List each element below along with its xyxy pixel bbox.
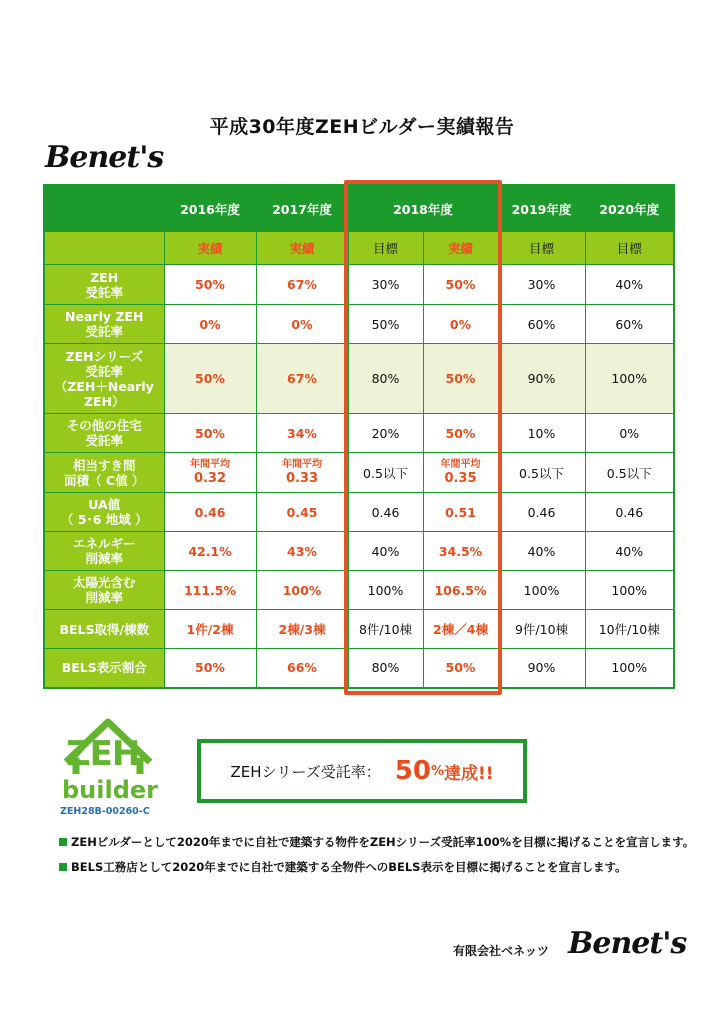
table-cell: 20% bbox=[348, 414, 423, 453]
subheader-cell: 実績 bbox=[423, 232, 498, 265]
table-row bbox=[44, 265, 674, 305]
row-label: Nearly ZEH 受託率 bbox=[44, 305, 164, 344]
table-cell: 0.46 bbox=[498, 493, 585, 532]
cell-value: 0.32 bbox=[193, 470, 227, 486]
table-row bbox=[44, 532, 674, 571]
table-cell: 100% bbox=[348, 571, 423, 610]
table-cell: 9件/10棟 bbox=[498, 610, 585, 649]
table-cell: 30% bbox=[348, 265, 423, 305]
row-label: エネルギー 削減率 bbox=[44, 532, 164, 571]
table-cell: 50% bbox=[423, 649, 498, 688]
table-cell: 0.5以下 bbox=[585, 453, 674, 493]
header-year: 2016年度 bbox=[164, 185, 256, 232]
row-label: BELS表示割合 bbox=[44, 649, 164, 688]
table-cell: 80% bbox=[348, 649, 423, 688]
declaration-text: ZEHビルダーとして2020年までに自社で建築する物件をZEHシリーズ受託率100%を目標に掲げることを宣言します。 bbox=[71, 835, 695, 849]
table-cell: 100% bbox=[585, 571, 674, 610]
table-cell: 50% bbox=[164, 265, 256, 305]
cell-value: 0.33 bbox=[285, 470, 319, 486]
table-row bbox=[44, 305, 674, 344]
table-cell: 100% bbox=[585, 649, 674, 688]
header-corner bbox=[44, 185, 164, 232]
cell-value: 0.35 bbox=[444, 470, 477, 486]
table-cell: 0.5以下 bbox=[348, 453, 423, 493]
table-cell: 0% bbox=[164, 305, 256, 344]
subheader-cell: 目標 bbox=[498, 232, 585, 265]
benets-logo-bottom: Benet's bbox=[568, 926, 687, 961]
square-bullet-icon bbox=[59, 863, 67, 871]
zeh-builder-text: builder bbox=[62, 776, 159, 804]
header-year: 2018年度 bbox=[348, 185, 498, 232]
table-cell: 40% bbox=[498, 532, 585, 571]
company-name: 有限会社ベネッツ bbox=[453, 944, 550, 958]
header-year: 2020年度 bbox=[585, 185, 674, 232]
table-cell: 67% bbox=[256, 344, 348, 414]
table-row bbox=[44, 414, 674, 453]
row-label: 太陽光含む 削減率 bbox=[44, 571, 164, 610]
row-label: UA値 （ 5･6 地域 ） bbox=[44, 493, 164, 532]
table-cell: 66% bbox=[256, 649, 348, 688]
table-cell: 40% bbox=[585, 265, 674, 305]
table-cell: 8件/10棟 bbox=[348, 610, 423, 649]
table-cell: 42.1% bbox=[164, 532, 256, 571]
table-cell: 0.51 bbox=[423, 493, 498, 532]
table-cell: 106.5% bbox=[423, 571, 498, 610]
row-label: ZEHシリーズ 受託率 （ZEH＋Nearly ZEH） bbox=[44, 344, 164, 414]
table-cell: 60% bbox=[498, 305, 585, 344]
table-row bbox=[44, 610, 674, 649]
table-cell bbox=[164, 453, 256, 493]
declaration-item bbox=[59, 859, 699, 875]
row-label: ZEH 受託率 bbox=[44, 265, 164, 305]
table-cell: 34% bbox=[256, 414, 348, 453]
cell-prefix: 年間平均 bbox=[190, 458, 230, 470]
table-cell: 0.46 bbox=[164, 493, 256, 532]
subheader-cell: 実績 bbox=[256, 232, 348, 265]
table-cell: 2棟／4棟 bbox=[423, 610, 498, 649]
table-cell: 50% bbox=[164, 649, 256, 688]
table-cell: 50% bbox=[164, 344, 256, 414]
table-cell: 0% bbox=[585, 414, 674, 453]
table-cell: 0% bbox=[423, 305, 498, 344]
table-cell: 60% bbox=[585, 305, 674, 344]
table-cell: 111.5% bbox=[164, 571, 256, 610]
table-cell: 0.46 bbox=[585, 493, 674, 532]
achievement-box bbox=[197, 739, 527, 803]
table-cell: 50% bbox=[164, 414, 256, 453]
table-cell: 50% bbox=[348, 305, 423, 344]
table-cell: 100% bbox=[498, 571, 585, 610]
table-body bbox=[44, 265, 674, 688]
declaration-text: BELS工務店として2020年までに自社で建築する全物件へのBELS表示を目標に掲げることを宣言します。 bbox=[71, 860, 627, 874]
achievement-unit: % bbox=[430, 763, 444, 779]
table-cell: 0.5以下 bbox=[498, 453, 585, 493]
page-title: 平成30年度ZEHビルダー実績報告 bbox=[209, 116, 515, 138]
table-cell: 90% bbox=[498, 344, 585, 414]
row-label: その他の住宅 受託率 bbox=[44, 414, 164, 453]
subheader-cell: 実績 bbox=[164, 232, 256, 265]
square-bullet-icon bbox=[59, 838, 67, 846]
zeh-registration-code: ZEH28B-00260-C bbox=[60, 806, 150, 817]
table-cell: 0.45 bbox=[256, 493, 348, 532]
subheader-cell: 目標 bbox=[348, 232, 423, 265]
table-cell: 2棟/3棟 bbox=[256, 610, 348, 649]
table-cell: 0.46 bbox=[348, 493, 423, 532]
row-label: BELS取得/棟数 bbox=[44, 610, 164, 649]
table-cell: 50% bbox=[423, 414, 498, 453]
subheader-cell: 目標 bbox=[585, 232, 674, 265]
achievement-suffix: 達成!! bbox=[444, 763, 494, 784]
table-row bbox=[44, 344, 674, 414]
table-cell: 40% bbox=[348, 532, 423, 571]
benets-logo-top: Benet's bbox=[45, 140, 164, 175]
table-row bbox=[44, 571, 674, 610]
achievement-label: ZEHシリーズ受託率： bbox=[230, 762, 381, 781]
table-cell: 80% bbox=[348, 344, 423, 414]
cell-prefix: 年間平均 bbox=[440, 458, 481, 470]
table-cell: 0% bbox=[256, 305, 348, 344]
cell-prefix: 年間平均 bbox=[282, 458, 322, 470]
table-cell: 67% bbox=[256, 265, 348, 305]
table-cell: 90% bbox=[498, 649, 585, 688]
header-year: 2017年度 bbox=[256, 185, 348, 232]
table-cell: 50% bbox=[423, 344, 498, 414]
declaration-item bbox=[59, 834, 699, 850]
table-cell: 1件/2棟 bbox=[164, 610, 256, 649]
row-label: 相当すき間 面積（ C値 ） bbox=[44, 453, 164, 493]
table-cell: 34.5% bbox=[423, 532, 498, 571]
header-year: 2019年度 bbox=[498, 185, 585, 232]
achievement-number: 50 bbox=[394, 756, 431, 786]
table-cell bbox=[256, 453, 348, 493]
table-cell: 40% bbox=[585, 532, 674, 571]
subheader-corner bbox=[44, 232, 164, 265]
table-cell: 10% bbox=[498, 414, 585, 453]
zeh-logo-text: ZEH bbox=[66, 734, 140, 774]
table-cell: 30% bbox=[498, 265, 585, 305]
declarations bbox=[59, 834, 699, 884]
table-cell: 100% bbox=[585, 344, 674, 414]
table-row bbox=[44, 649, 674, 688]
table-cell: 100% bbox=[256, 571, 348, 610]
table-row bbox=[44, 453, 674, 493]
report-table bbox=[43, 184, 675, 689]
table-cell bbox=[423, 453, 498, 493]
table-cell: 43% bbox=[256, 532, 348, 571]
table-row bbox=[44, 493, 674, 532]
table-cell: 50% bbox=[423, 265, 498, 305]
table-cell: 10件/10棟 bbox=[585, 610, 674, 649]
